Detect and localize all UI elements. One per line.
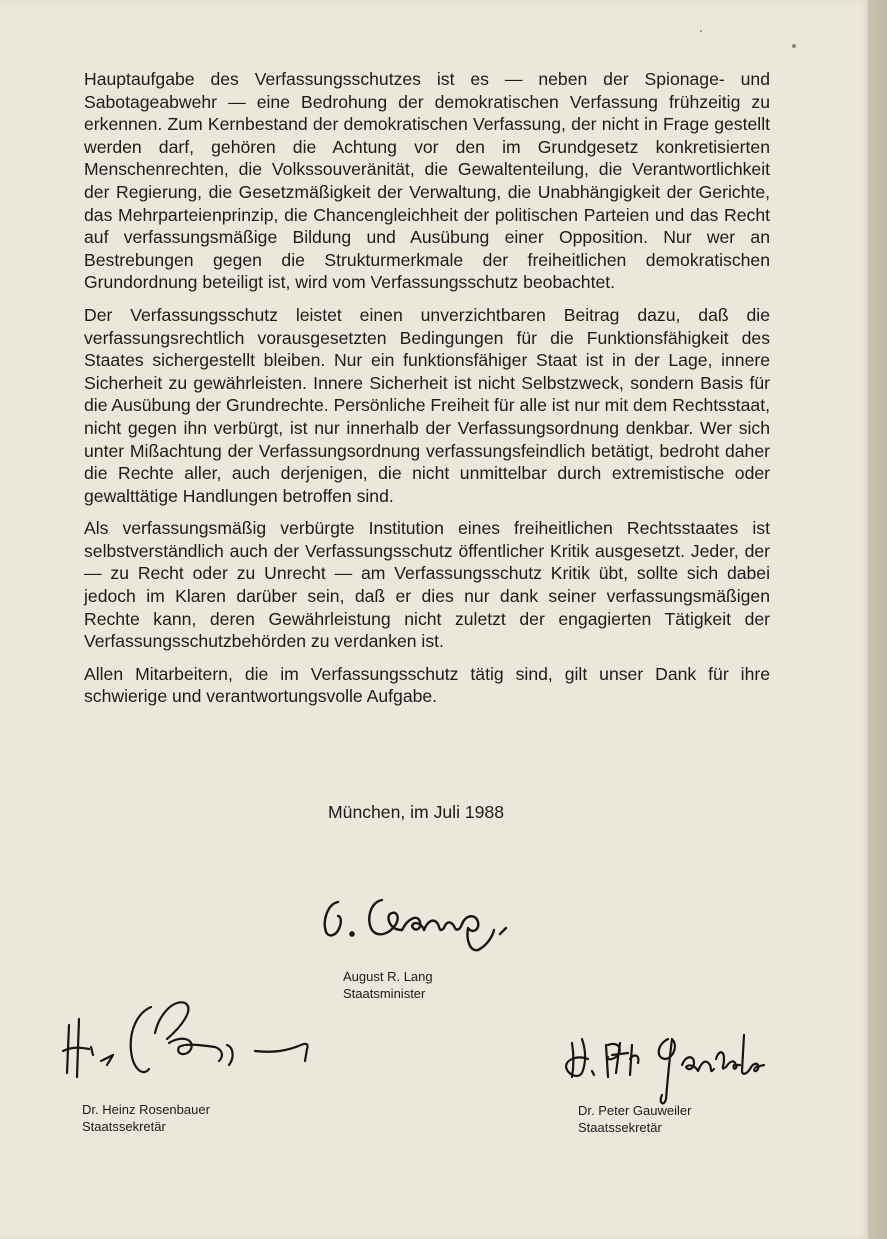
signatory-title: Staatssekretär: [82, 1119, 166, 1134]
body-text: [84, 68, 770, 718]
signature-gauweiler: [560, 1015, 800, 1110]
signature-lang: [310, 880, 550, 960]
paper-speck: [700, 30, 702, 32]
signatory-title: Staatssekretär: [578, 1120, 662, 1135]
place-date: München, im Juli 1988: [328, 802, 505, 822]
signatory-name: Dr. Peter Gauweiler: [578, 1103, 692, 1118]
paper-speck: [792, 44, 796, 48]
signature-rosenbauer: [55, 985, 325, 1090]
paragraph-3: Als verfassungsmäßig verbürgte Institution eines freiheitlichen Rechtsstaates ist selbstverständlich auch der Verfassungsschutz öffentlicher Kritik ausgesetzt. Jeder, der — zu Recht oder zu Unrecht — am Verfassungsschutz Kritik übt, sollte sich dabei jedoch im Klaren darüber sein, daß er dies nur dank seiner verfassungsmäßigen Rechte kann, deren Gewährleistung nicht zuletzt der engagierten Tätigkeit der Verfassungsschutzbehörden zu verdanken ist.: [84, 518, 770, 652]
signatory-name: Dr. Heinz Rosenbauer: [82, 1102, 210, 1117]
paragraph-1: Hauptaufgabe des Verfassungsschutzes ist es — neben der Spionage- und Sabotageabwehr — eine Bedrohung der demokratischen Verfassung frühzeitig zu erkennen. Zum Kernbestand der demokratischen Verfassung, der nicht in Frage gestellt werden darf, gehören die Achtung vor den im Grundgesetz konkretisierten Menschenrechten, die Volkssouveränität, die Gewaltenteilung, die Verantwortlichkeit der Regierung, die Gesetzmäßigkeit der Verwaltung, die Unabhängigkeit der Gerichte, das Mehrparteienprinzip, die Chancengleichheit der politischen Parteien und das Recht auf verfassungsmäßige Bildung und Ausübung einer Opposition. Nur wer an Bestrebungen gegen die Strukturmerkmale der freiheitlichen demokratischen Grundordnung beteiligt ist, wird vom Verfassungsschutz beobachtet.: [84, 69, 770, 293]
signatory-rosenbauer: [82, 1101, 210, 1135]
signatory-gauweiler: [578, 1102, 691, 1136]
signatory-lang: [343, 968, 433, 1002]
paragraph-2: Der Verfassungsschutz leistet einen unverzichtbaren Beitrag dazu, daß die verfassungsrechtlich vorausgesetzten Bedingungen für die Funktionsfähigkeit des Staates sichergestellt bleiben. Nur ein funktionsfähiger Staat ist in der Lage, innere Sicherheit zu gewährleisten. Innere Sicherheit ist nicht Selbstzweck, sondern Basis für die Ausübung der Grundrechte. Persönliche Freiheit für alle ist nur mit dem Rechtsstaat, nicht gegen ihn verbürgt, ist nur innerhalb der Verfassungsordnung denkbar. Wer sich unter Mißachtung der Verfassungsordnung verfassungsfeindlich betätigt, bedroht daher die Rechte aller, auch derjenigen, die nicht unmittelbar durch extremistische oder gewalttätige Handlungen betroffen sind.: [84, 304, 770, 506]
paragraph-4: Allen Mitarbeitern, die im Verfassungsschutz tätig sind, gilt unser Dank für ihre schwierige und verantwortungsvolle Aufgabe.: [84, 663, 770, 707]
signatory-name: August R. Lang: [343, 969, 433, 984]
signatory-title: Staatsminister: [343, 986, 426, 1001]
page-edge: [868, 0, 887, 1239]
